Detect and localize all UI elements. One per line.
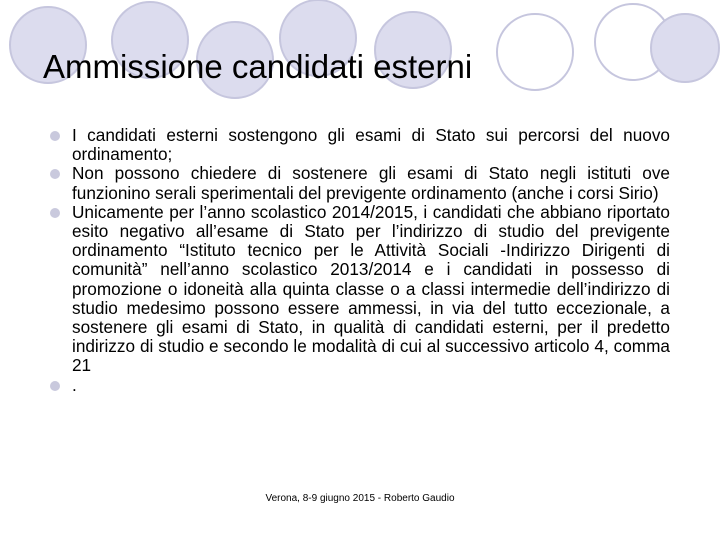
bullet-dot-icon xyxy=(50,381,60,391)
bullet-dot-icon xyxy=(50,169,60,179)
decor-circle xyxy=(651,14,719,82)
bullet-dot-icon xyxy=(50,208,60,218)
slide-title: Ammissione candidati esterni xyxy=(43,48,473,85)
bullet-item xyxy=(50,376,670,395)
bullet-text: Non possono chiedere di sostenere gli esami di Stato negli istituti ove funzionino serali sperimentali del previgente ordinamento (anche i corsi Sirio) xyxy=(72,163,670,203)
slide-footer: Verona, 8-9 giugno 2015 - Roberto Gaudio xyxy=(265,493,455,504)
bullet-list xyxy=(50,126,670,395)
decor-circle xyxy=(497,14,573,90)
bullet-item xyxy=(50,203,670,376)
bullet-item xyxy=(50,164,670,202)
bullet-dot-icon xyxy=(50,131,60,141)
bullet-text: . xyxy=(72,374,77,395)
bullet-item xyxy=(50,126,670,164)
bullet-text: Unicamente per l’anno scolastico 2014/2015, i candidati che abbiano riportato esito negativo all’esame di Stato per l’indirizzo di studio del previgente ordinamento “Istituto tecnico per le Attività Sociali -Indirizzo Dirigenti di comunità” nell’anno scolastico 2013/2014 e i candidati in possesso di promozione o idoneità alla quinta classe o a classi intermedie dell’indirizzo di studio medesimo possono essere ammessi, in via del tutto eccezionale, a sostenere gli esami di Stato, in qualità di candidati esterni, per il predetto indirizzo di studio e secondo le modalità di cui al successivo articolo 4, comma 21 xyxy=(72,201,670,376)
bullet-text: I candidati esterni sostengono gli esami di Stato sui percorsi del nuovo ordinamento; xyxy=(72,125,670,165)
